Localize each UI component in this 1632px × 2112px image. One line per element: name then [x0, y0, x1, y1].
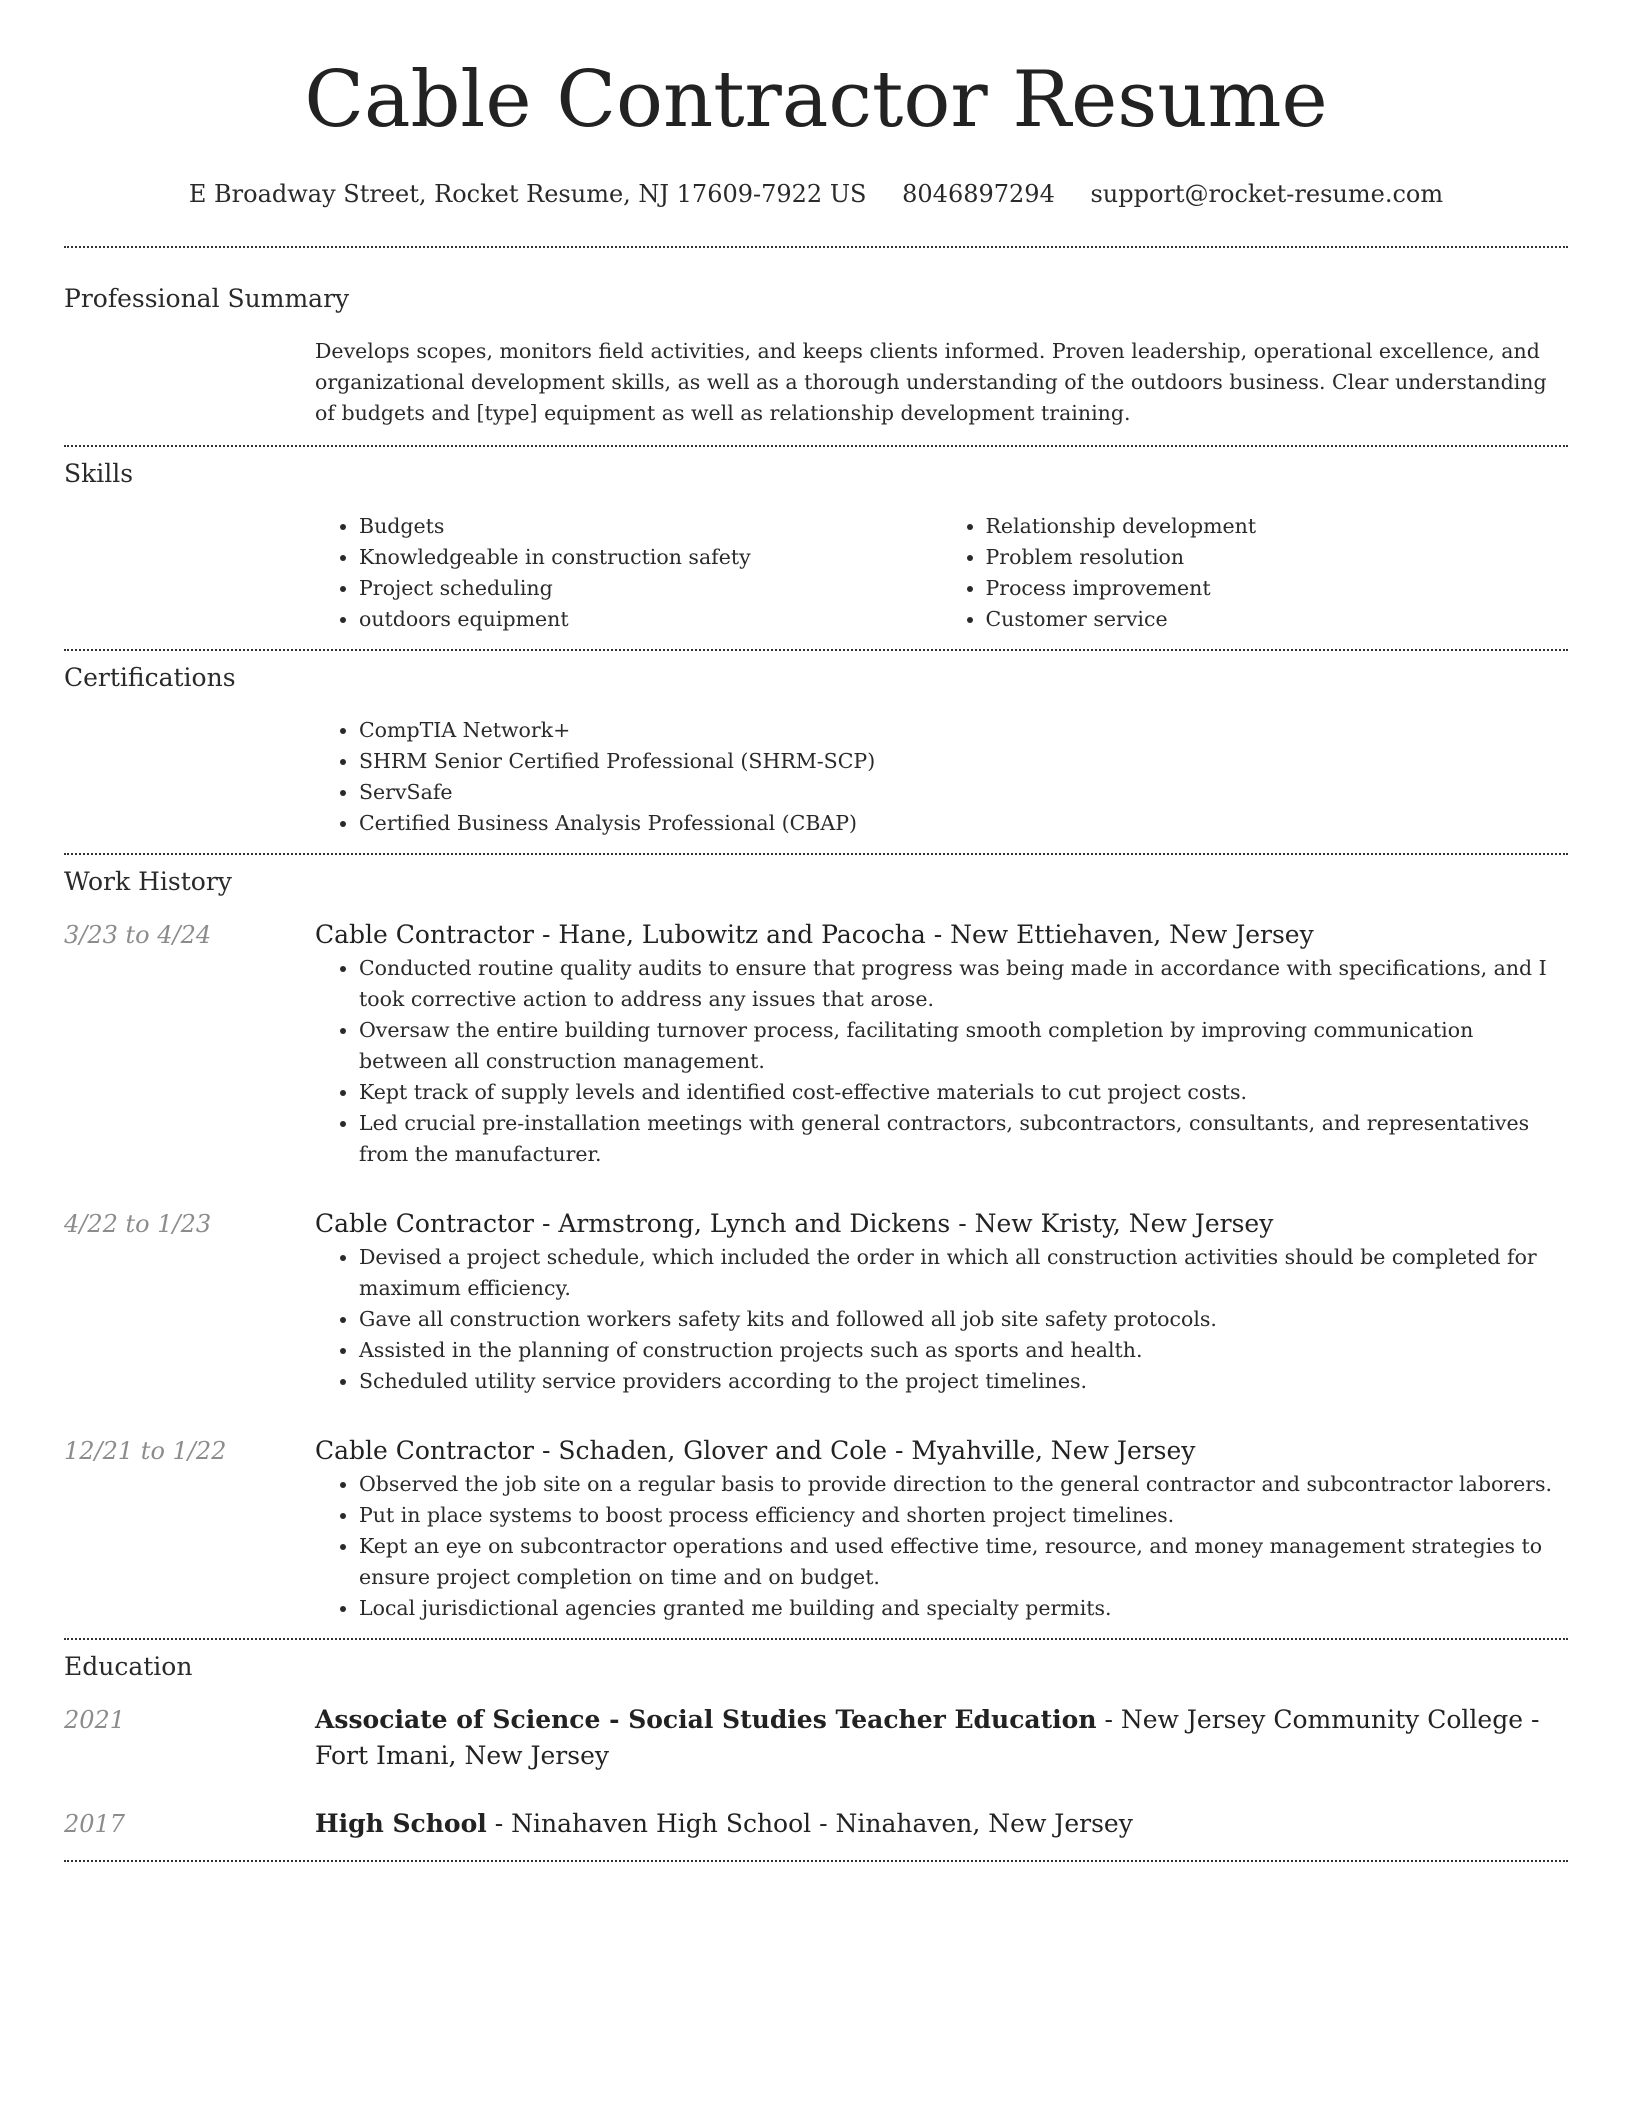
list-item: • Knowledgeable in construction safety — [359, 542, 942, 573]
contact-email: support@rocket-resume.com — [1090, 180, 1444, 208]
education-entry — [64, 1806, 1568, 1842]
list-item: • Gave all construction workers safety kits and followed all job site safety protocols. — [359, 1304, 1568, 1335]
skills-section — [64, 447, 1568, 649]
education-entry — [64, 1702, 1568, 1774]
job-dates: 3/23 to 4/24 — [64, 921, 212, 949]
contact-address: E Broadway Street, Rocket Resume, NJ 17609-7922 US — [188, 180, 867, 208]
summary-text: Develops scopes, monitors field activities, and keeps clients informed. Proven leadership, operational excellence, and organizational development skills, as well as a thorough understanding of the outdoors business. Clear understanding of budgets and [type] equipment as well as relationship development training. — [315, 339, 1547, 425]
job-bullets — [315, 953, 1568, 1170]
list-item: • Oversaw the entire building turnover process, facilitating smooth completion by improving communication between all construction management. — [359, 1015, 1568, 1077]
summary-section — [64, 248, 1568, 445]
list-item: • Put in place systems to boost process efficiency and shorten project timelines. — [359, 1500, 1568, 1531]
certifications-section — [64, 651, 1568, 853]
job-bullets — [315, 1469, 1568, 1624]
education-year: 2017 — [64, 1810, 126, 1838]
education-year: 2021 — [64, 1706, 126, 1734]
list-item: • Relationship development — [986, 511, 1569, 542]
job-details — [315, 1433, 1568, 1624]
list-item: • Kept an eye on subcontractor operations and used effective time, resource, and money management strategies to ensure project completion on time and on budget. — [359, 1531, 1568, 1593]
education-school: - Ninahaven High School - Ninahaven, New Jersey — [486, 1809, 1133, 1838]
job-entry — [64, 917, 1568, 1170]
page-title: Cable Contractor Resume — [304, 55, 1328, 145]
list-item: • Project scheduling — [359, 573, 942, 604]
job-heading: Cable Contractor - Schaden, Glover and Cole - Myahville, New Jersey — [315, 1436, 1196, 1465]
section-divider — [64, 1860, 1568, 1862]
contact-line — [64, 178, 1568, 210]
list-item: • CompTIA Network+ — [359, 715, 1568, 746]
certifications-heading: Certifications — [64, 663, 236, 692]
education-section — [64, 1640, 1568, 1860]
education-details — [315, 1806, 1568, 1842]
list-item: • ServSafe — [359, 777, 1568, 808]
work-history-section — [64, 855, 1568, 1638]
education-school: - New Jersey Community College - Fort Imani, New Jersey — [315, 1705, 1540, 1770]
job-heading: Cable Contractor - Armstrong, Lynch and Dickens - New Kristy, New Jersey — [315, 1209, 1274, 1238]
list-item: • Customer service — [986, 604, 1569, 635]
list-item: • SHRM Senior Certified Professional (SHRM-SCP) — [359, 746, 1568, 777]
job-details — [315, 1206, 1568, 1397]
certifications-body — [315, 715, 1568, 839]
education-heading: Education — [64, 1652, 193, 1681]
list-item: • Led crucial pre-installation meetings with general contractors, subcontractors, consultants, and representatives from the manufacturer. — [359, 1108, 1568, 1170]
job-dates: 12/21 to 1/22 — [64, 1437, 227, 1465]
list-item: • Assisted in the planning of construction projects such as sports and health. — [359, 1335, 1568, 1366]
education-degree: Associate of Science - Social Studies Teacher Education — [315, 1705, 1097, 1734]
list-item: • Process improvement — [986, 573, 1569, 604]
summary-heading: Professional Summary — [64, 284, 350, 313]
list-item: • Kept track of supply levels and identified cost-effective materials to cut project costs. — [359, 1077, 1568, 1108]
job-details — [315, 917, 1568, 1170]
list-item: • Conducted routine quality audits to ensure that progress was being made in accordance with specifications, and I took corrective action to address any issues that arose. — [359, 953, 1568, 1015]
list-item: • Observed the job site on a regular basis to provide direction to the general contractor and subcontractor laborers. — [359, 1469, 1568, 1500]
job-dates: 4/22 to 1/23 — [64, 1210, 212, 1238]
education-degree: High School — [315, 1809, 487, 1838]
certifications-list — [315, 715, 1568, 839]
skills-list-left — [315, 511, 942, 635]
list-item: • Scheduled utility service providers according to the project timelines. — [359, 1366, 1568, 1397]
contact-phone: 8046897294 — [902, 180, 1055, 208]
list-item: • outdoors equipment — [359, 604, 942, 635]
list-item: • Local jurisdictional agencies granted me building and specialty permits. — [359, 1593, 1568, 1624]
job-bullets — [315, 1242, 1568, 1397]
skills-list-right — [942, 511, 1569, 635]
list-item: • Certified Business Analysis Professional (CBAP) — [359, 808, 1568, 839]
list-item: • Devised a project schedule, which included the order in which all construction activities should be completed for maximum efficiency. — [359, 1242, 1568, 1304]
work-history-heading: Work History — [64, 867, 232, 896]
list-item: • Problem resolution — [986, 542, 1569, 573]
resume-header — [64, 0, 1568, 210]
skills-grid — [315, 511, 1568, 635]
list-item: • Budgets — [359, 511, 942, 542]
skills-heading: Skills — [64, 459, 134, 488]
job-heading: Cable Contractor - Hane, Lubowitz and Pacocha - New Ettiehaven, New Jersey — [315, 920, 1314, 949]
job-entry — [64, 1206, 1568, 1397]
job-entry — [64, 1433, 1568, 1624]
education-details — [315, 1702, 1568, 1774]
